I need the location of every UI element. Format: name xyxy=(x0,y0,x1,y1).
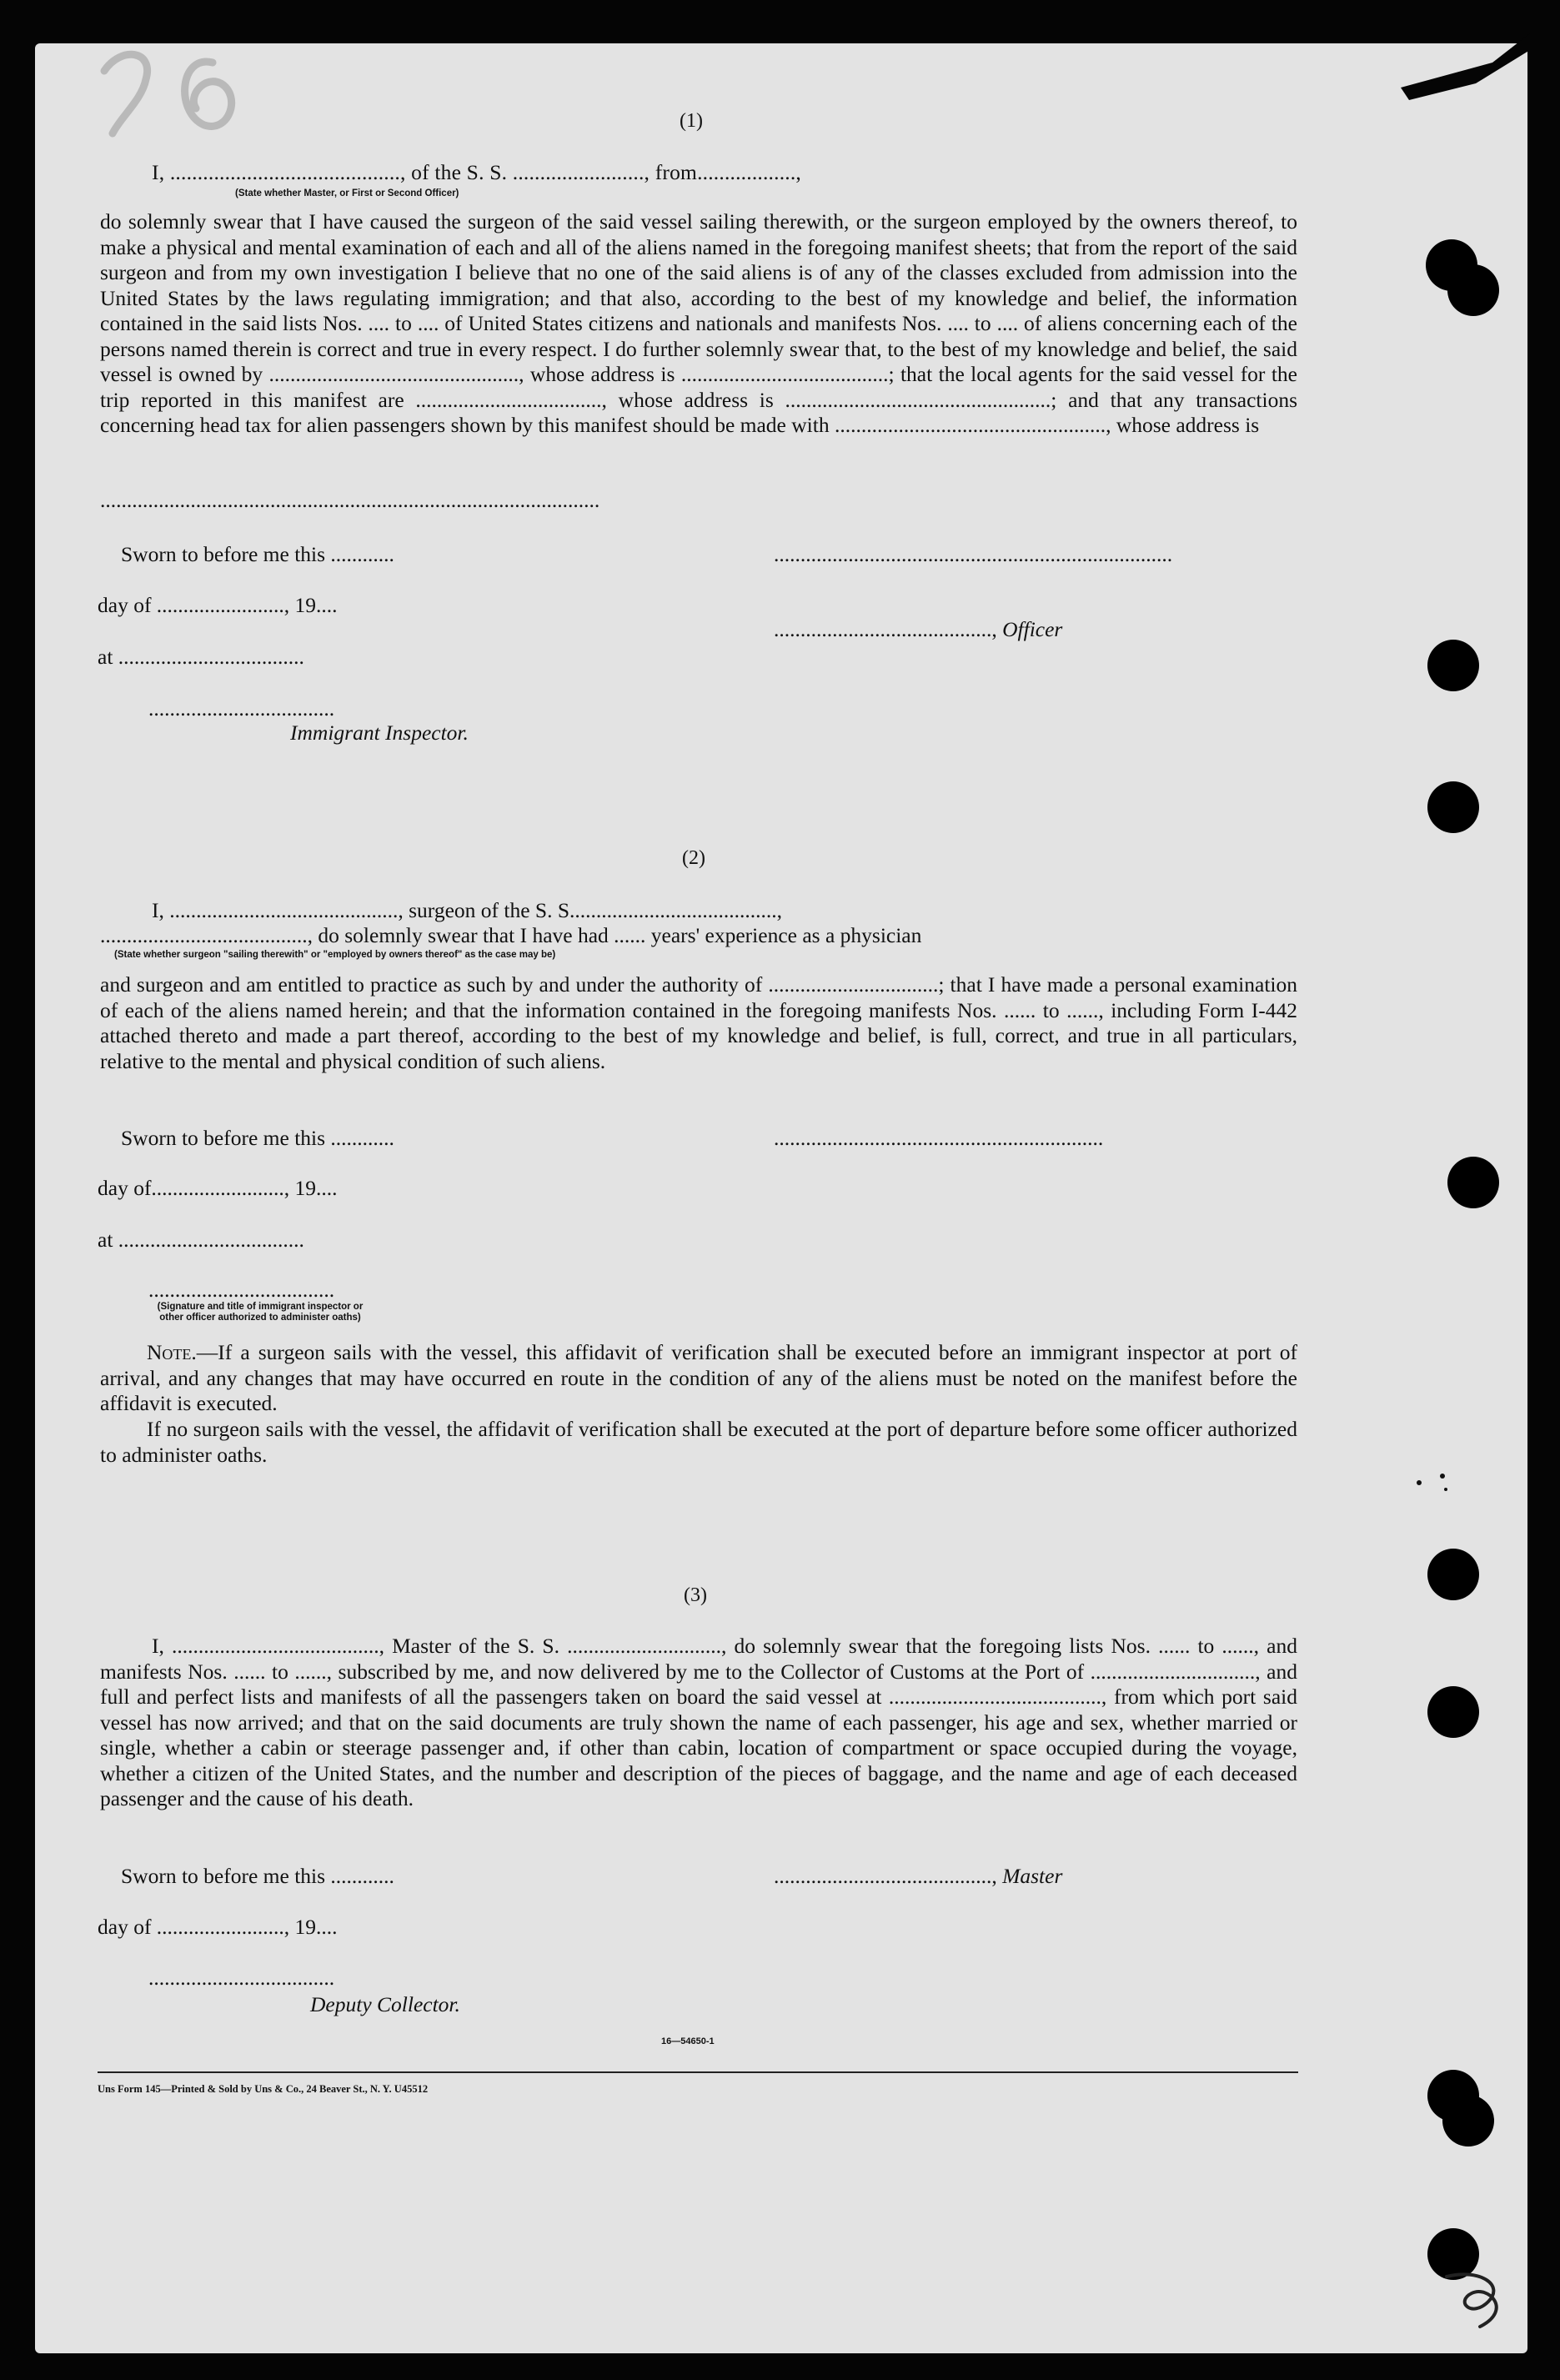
printer-imprint: Uns Form 145—Printed & Sold by Uns & Co., 24 Beaver St., N. Y. U45512 xyxy=(98,2083,429,2095)
form-code: 16—54650-1 xyxy=(661,2036,715,2046)
section1-trailing-dots: .............................................................................................. xyxy=(100,488,600,512)
section1-oath-paragraph: do solemnly swear that I have caused the surgeon of the said vessel sailing therewith, or the surgeon employed by the owners thereof, to make a physical and mental examination of each and all of the aliens named in the foregoing manifest sheets; that from the report of the said surgeon and from my own investigation I believe that no one of the said aliens is of any of the classes excluded from admission into the United States by the laws regulating immigration; and that also, according to the best of my knowledge and belief, the information contained in the said lists Nos. .... to .... of United States citizens and nationals and manifests Nos. .... to .... of aliens concerning each of the persons named therein is correct and true in every respect. I do further solemnly swear that, to the best of my knowledge and belief, the said vessel is owned by ..............................................., whose address is .......................................; that the local agents for the said vessel for the trip reported in this manifest are ..................................., whose address is ..................................................; and that any transactions concerning head tax for alien passengers shown by this manifest should be made with ..................................................., whose address is xyxy=(100,209,1297,437)
punch-hole xyxy=(1427,781,1479,833)
section1-day-of: day of ........................, 19.... xyxy=(98,593,338,617)
handwritten-page-number xyxy=(88,38,279,146)
punch-hole xyxy=(1427,640,1479,691)
section3-day-of: day of ........................, 19.... xyxy=(98,1915,338,1939)
section2-number: (2) xyxy=(682,847,705,869)
section1-at: at ................................... xyxy=(98,645,304,669)
section3-oath-paragraph: I, ......................................., Master of the S. S. ............................., do solemnly swear that the foregoing lists Nos. ...... to ......, and manifests Nos. ...... to ......, subscribed by me, and now delivered by me to the Collector of Customs at the Port of ..............................., and full and perfect lists and manifests of all the passengers taken on board the said vessel at ........................................, from which port said vessel has now arrived; and that on the said documents are truly shown the name of each passenger, his age and sex, whether married or single, whether a cabin or steerage passenger and, if other than cabin, location of compartment or space occupied during the voyage, whether a citizen of the United States, and the number and description of the pieces of baggage, and the name and age of each deceased passenger and the cause of his death. xyxy=(100,1634,1297,1810)
section3-sworn: Sworn to before me this ............ xyxy=(121,1864,394,1888)
punch-hole xyxy=(1427,1549,1479,1600)
section1-officer-dots: ........................................., xyxy=(774,617,997,641)
torn-corner-mark xyxy=(1392,29,1534,121)
section1-number: (1) xyxy=(680,110,703,132)
section2-at: at ................................... xyxy=(98,1228,304,1252)
section2-oath-line: I, ..........................................., surgeon of the S. S......................................., xyxy=(152,898,783,922)
section1-officer-line xyxy=(774,617,1062,643)
section3-number: (3) xyxy=(684,1584,707,1606)
section2-oath-line-2: ......................................., do solemnly swear that I have had ...... years' experience as a physician xyxy=(100,923,922,947)
punch-hole xyxy=(1427,1686,1479,1738)
punch-hole xyxy=(1442,2095,1494,2147)
section1-oath-line: I, .........................................., of the S. S. ........................, from.................., xyxy=(152,160,801,184)
section1-officer-label: Officer xyxy=(1002,617,1063,641)
section1-officer-note: (State whether Master, or First or Second Officer) xyxy=(235,188,459,198)
section2-sworn-signature-line: .............................................................. xyxy=(774,1126,1104,1150)
punch-hole xyxy=(1447,264,1499,316)
section2-oath-paragraph: and surgeon and am entitled to practice as such by and under the authority of ................................; that I have made a personal examination of each of the aliens named herein; and that the information contained in the foregoing manifests Nos. ...... to ......, including Form I-442 attached thereto and made a part thereof, according to the best of my knowledge and belief, is full, correct, and true in all particulars, relative to the mental and physical condition of such aliens. xyxy=(100,972,1297,1073)
section1-inspector-label: Immigrant Inspector. xyxy=(290,721,469,745)
margin-specks xyxy=(1409,1468,1459,1501)
section2-signature-note-1: (Signature and title of immigrant inspector or xyxy=(157,1302,364,1312)
section2-note-label: Note. xyxy=(147,1340,197,1364)
section2-note-1-text: —If a surgeon sails with the vessel, this affidavit of verification shall be executed before an immigrant inspector at port of arrival, and any changes that may have occurred en route in the condition of any of the aliens must be noted on the manifest before the affidavit is executed. xyxy=(100,1340,1297,1415)
section2-signature-note-2: other officer authorized to administer oaths) xyxy=(159,1313,361,1323)
section2-note-1 xyxy=(100,1340,1297,1417)
section2-note-2: If no surgeon sails with the vessel, the affidavit of verification shall be executed at the port of departure before some officer authorized to administer oaths. xyxy=(100,1417,1297,1467)
section2-signature-line: ................................... xyxy=(148,1278,335,1302)
footer-divider xyxy=(98,2071,1298,2073)
punch-hole xyxy=(1447,1157,1499,1208)
section1-sworn-signature-line: ........................................................................... xyxy=(774,542,1173,566)
section3-collector-label: Deputy Collector. xyxy=(310,1992,460,2016)
margin-scribble xyxy=(1430,2252,1522,2335)
section1-sworn: Sworn to before me this ............ xyxy=(121,542,394,566)
section2-day-of: day of........................., 19.... xyxy=(98,1176,338,1200)
section3-master-label: Master xyxy=(1002,1864,1063,1888)
section1-inspector-line: ................................... xyxy=(148,696,335,721)
section3-master-line xyxy=(774,1864,1062,1890)
section2-surgeon-note: (State whether surgeon "sailing therewith" or "employed by owners thereof" as the case may be) xyxy=(114,950,556,960)
section3-collector-line: ................................... xyxy=(148,1966,335,1990)
section3-master-dots: ........................................., xyxy=(774,1864,997,1888)
section2-sworn: Sworn to before me this ............ xyxy=(121,1126,394,1150)
